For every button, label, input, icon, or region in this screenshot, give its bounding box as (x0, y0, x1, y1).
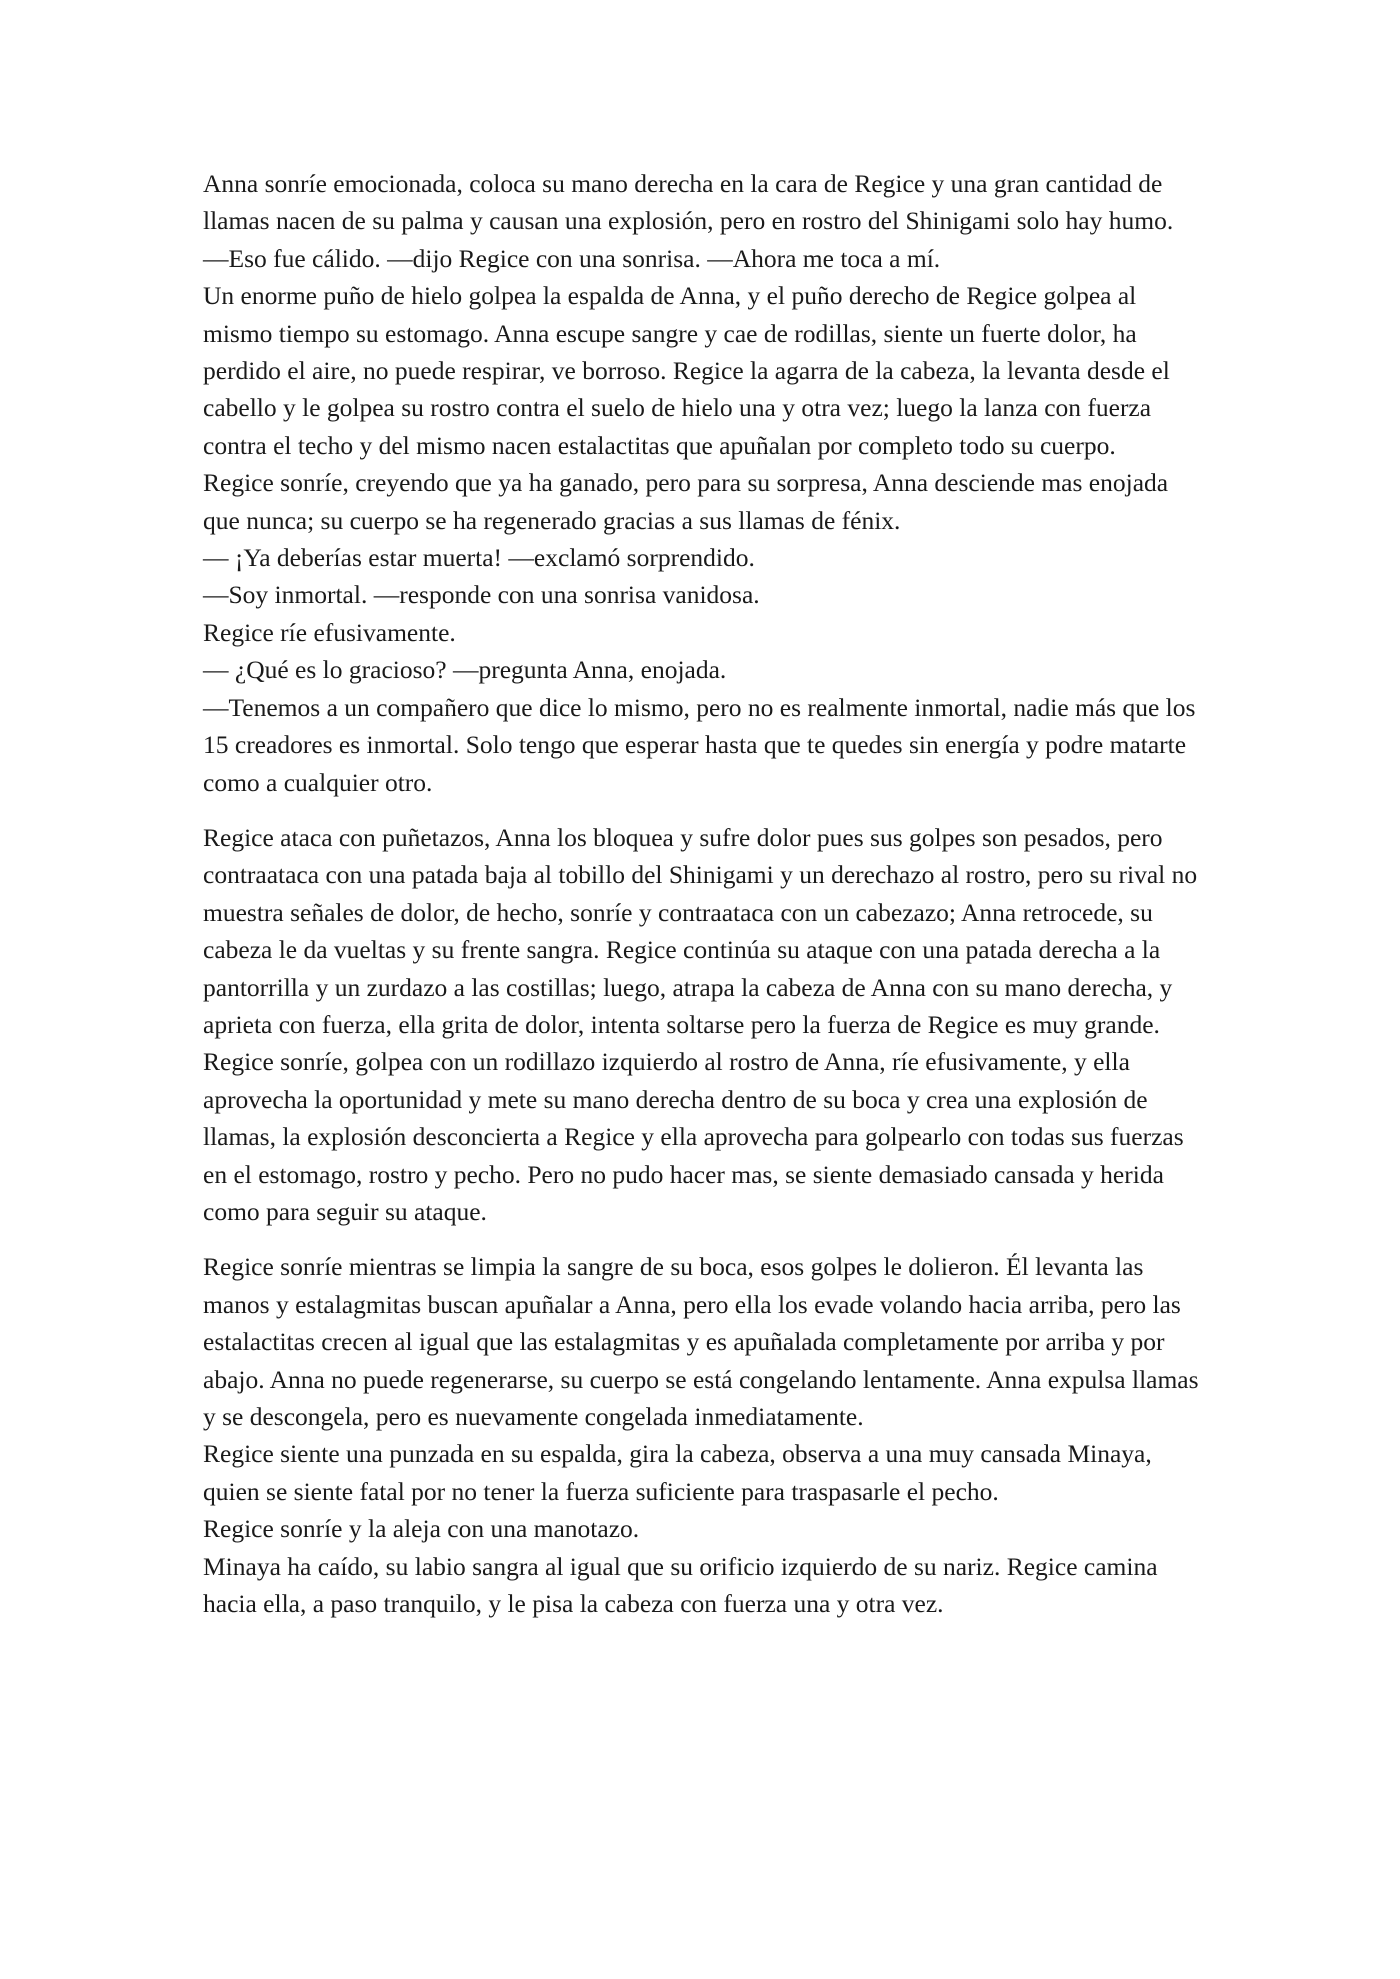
paragraph: Regice ríe efusivamente. (203, 617, 456, 647)
paragraph: Regice sonríe y la aleja con una manotazo. (203, 1514, 640, 1544)
dialogue-line: —Eso fue cálido. —dijo Regice con una sonrisa. —Ahora me toca a mí. (203, 243, 941, 273)
text-block-1 (203, 165, 1203, 801)
dialogue-line: — ¡Ya deberías estar muerta! —exclamó sorprendido. (203, 543, 755, 573)
dialogue-line: —Soy inmortal. —responde con una sonrisa vanidosa. (203, 580, 760, 610)
paragraph: Regice sonríe, golpea con un rodillazo izquierdo al rostro de Anna, ríe efusivamente, y ella aprovecha la oportunidad y mete su mano derecha dentro de su boca y crea una explosión de llamas, la explosión desconcierta a Regice y ella aprovecha para golpearlo con todas sus fuerzas en el estomago, rostro y pecho. Pero no pudo hacer mas, se siente demasiado cansada y herida como para seguir su ataque. (203, 1047, 1184, 1226)
paragraph: Regice siente una punzada en su espalda, gira la cabeza, observa a una muy cansada Minaya, quien se siente fatal por no tener la fuerza suficiente para traspasarle el pecho. (203, 1439, 1152, 1506)
paragraph: Regice ataca con puñetazos, Anna los bloquea y sufre dolor pues sus golpes son pesados, pero contraataca con una patada baja al tobillo del Shinigami y un derechazo al rostro, pero su rival no muestra señales de dolor, de hecho, sonríe y contraataca con un cabezazo; Anna retrocede, su cabeza le da vueltas y su frente sangra. Regice continúa su ataque con una patada derecha a la pantorrilla y un zurdazo a las costillas; luego, atrapa la cabeza de Anna con su mano derecha, y aprieta con fuerza, ella grita de dolor, intenta soltarse pero la fuerza de Regice es muy grande. (203, 822, 1198, 1039)
paragraph: Un enorme puño de hielo golpea la espalda de Anna, y el puño derecho de Regice golpea al mismo tiempo su estomago. Anna escupe sangre y cae de rodillas, siente un fuerte dolor, ha perdido el aire, no puede respirar, ve borroso. Regice la agarra de la cabeza, la levanta desde el cabello y le golpea su rostro contra el suelo de hielo una y otra vez; luego la lanza con fuerza contra el techo y del mismo nacen estalactitas que apuñalan por completo todo su cuerpo. (203, 281, 1170, 460)
dialogue-line: — ¿Qué es lo gracioso? —pregunta Anna, enojada. (203, 655, 727, 685)
paragraph: Minaya ha caído, su labio sangra al igual que su orificio izquierdo de su nariz. Regice camina hacia ella, a paso tranquilo, y le pisa la cabeza con fuerza una y otra vez. (203, 1551, 1158, 1619)
paragraph: Regice sonríe, creyendo que ya ha ganado, pero para su sorpresa, Anna desciende mas enojada que nunca; su cuerpo se ha regenerado gracias a sus llamas de fénix. (203, 468, 1169, 535)
text-block-3 (203, 1248, 1203, 1622)
paragraph: Regice sonríe mientras se limpia la sangre de su boca, esos golpes le dolieron. Él levanta las manos y estalagmitas buscan apuñalar a Anna, pero ella los evade volando hacia arriba, pero las estalactitas crecen al igual que las estalagmitas y es apuñalada completamente por arriba y por abajo. Anna no puede regenerarse, su cuerpo se está congelando lentamente. Anna expulsa llamas y se descongela, pero es nuevamente congelada inmediatamente. (203, 1252, 1199, 1431)
document-body (203, 165, 1203, 1622)
text-block-2 (203, 819, 1203, 1230)
dialogue-line: —Tenemos a un compañero que dice lo mismo, pero no es realmente inmortal, nadie más que los 15 creadores es inmortal. Solo tengo que esperar hasta que te quedes sin energía y podre matarte como a cualquier otro. (203, 692, 1196, 797)
paragraph: Anna sonríe emocionada, coloca su mano derecha en la cara de Regice y una gran cantidad de llamas nacen de su palma y causan una explosión, pero en rostro del Shinigami solo hay humo. (203, 169, 1174, 236)
